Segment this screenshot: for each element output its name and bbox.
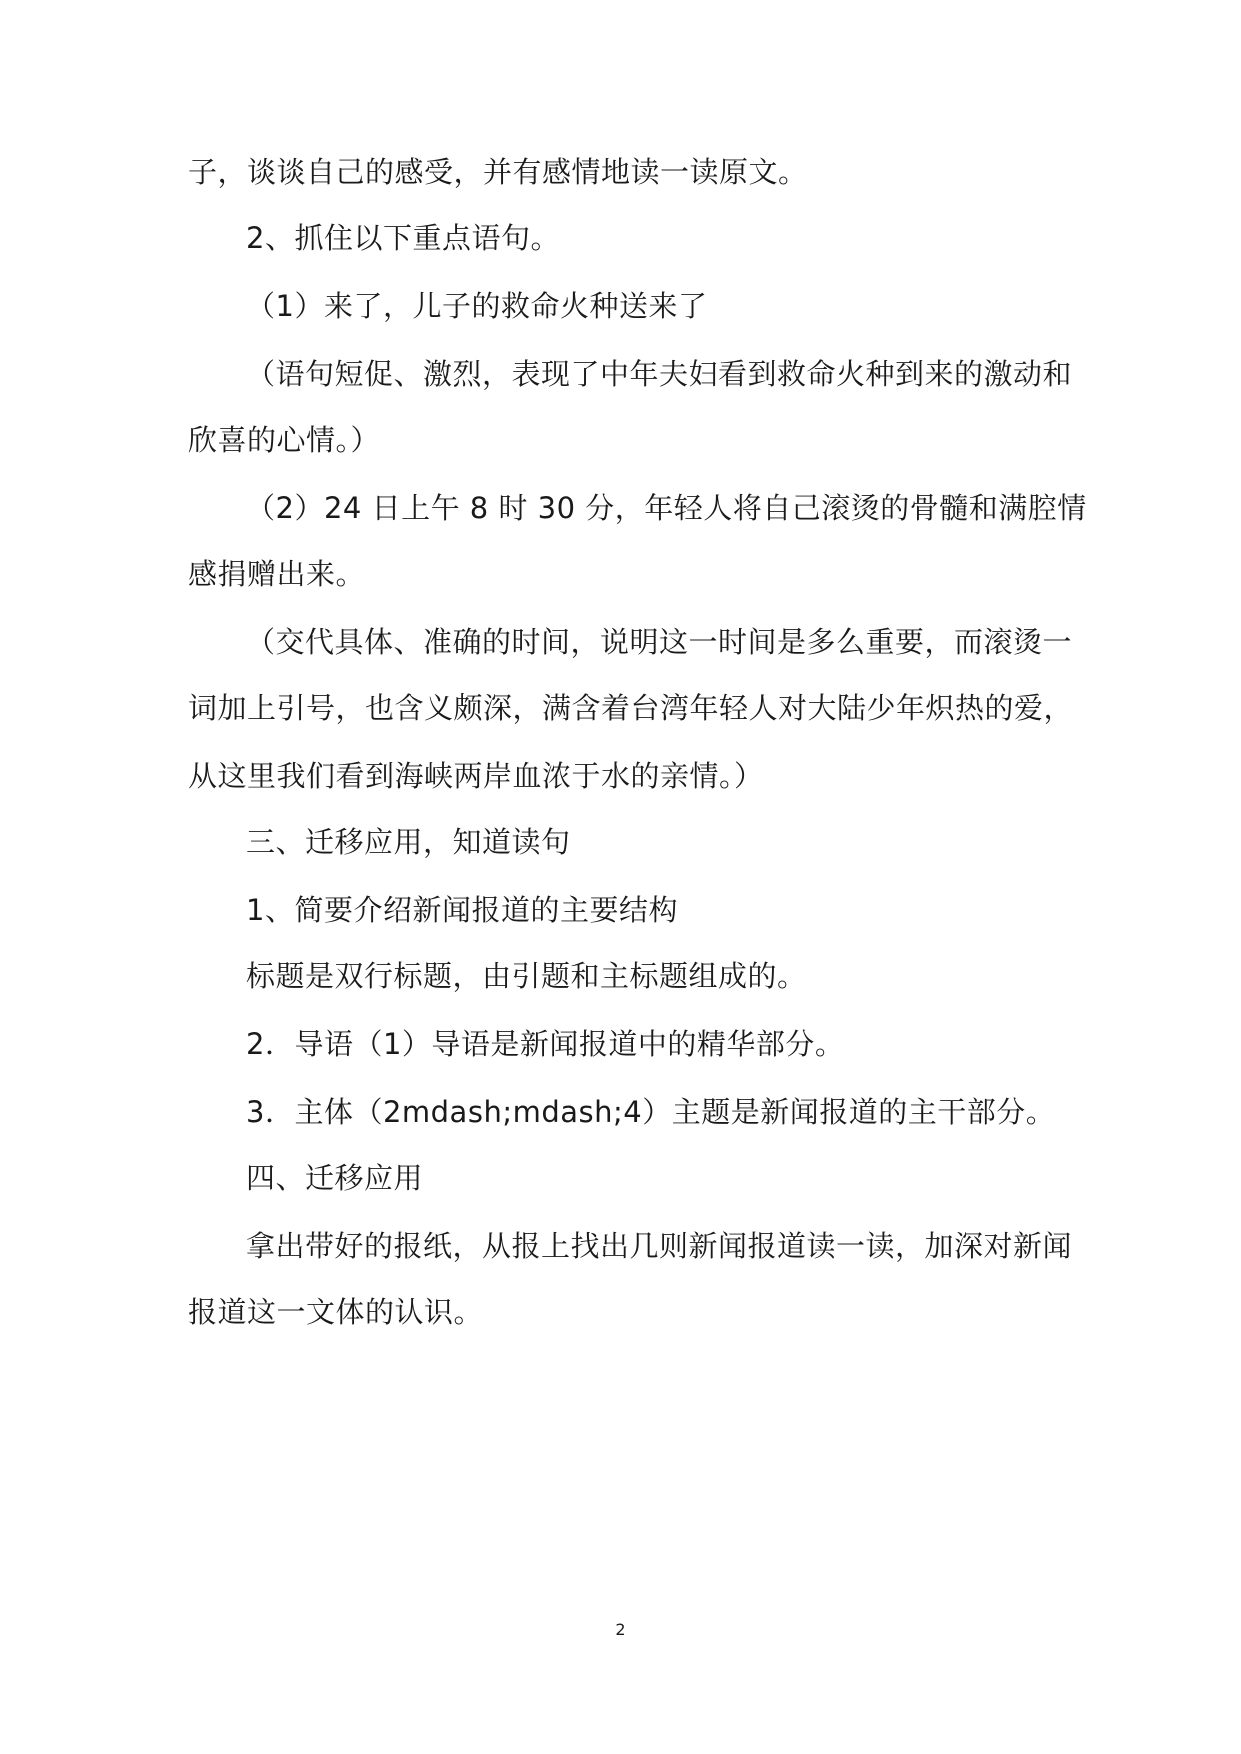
- text-line: （交代具体、准确的时间，说明这一时间是多么重要，而滚烫一: [246, 625, 1073, 659]
- text-line: 感捐赠出来。: [188, 557, 366, 591]
- text-line: 从这里我们看到海峡两岸血浓于水的亲情。）: [188, 759, 764, 793]
- text-line: （语句短促、激烈，表现了中年夫妇看到救命火种到来的激动和: [246, 357, 1073, 391]
- text-line: 2．导语（1）导语是新闻报道中的精华部分。: [246, 1027, 845, 1061]
- text-line: 3．主体（2mdash;mdash;4）主题是新闻报道的主干部分。: [246, 1095, 1056, 1129]
- page-number: 2: [615, 1620, 626, 1639]
- text-line: 欣喜的心情。）: [188, 423, 381, 457]
- text-line: 词加上引号，也含义颇深，满含着台湾年轻人对大陆少年炽热的爱，: [188, 691, 1074, 725]
- text-line: 三、迁移应用，知道读句: [246, 825, 571, 859]
- text-line: （2）24 日上午 8 时 30 分，年轻人将自己滚烫的骨髓和满腔情: [246, 491, 1087, 525]
- text-line: 报道这一文体的认识。: [188, 1295, 484, 1329]
- text-line: 子，谈谈自己的感受，并有感情地读一读原文。: [188, 155, 808, 189]
- text-line: 2、抓住以下重点语句。: [246, 221, 560, 255]
- text-line: 拿出带好的报纸，从报上找出几则新闻报道读一读，加深对新闻: [246, 1229, 1073, 1263]
- text-line: （1）来了，儿子的救命火种送来了: [246, 289, 708, 323]
- text-line: 标题是双行标题，由引题和主标题组成的。: [246, 959, 807, 993]
- text-line: 1、简要介绍新闻报道的主要结构: [246, 893, 678, 927]
- text-line: 四、迁移应用: [246, 1161, 424, 1195]
